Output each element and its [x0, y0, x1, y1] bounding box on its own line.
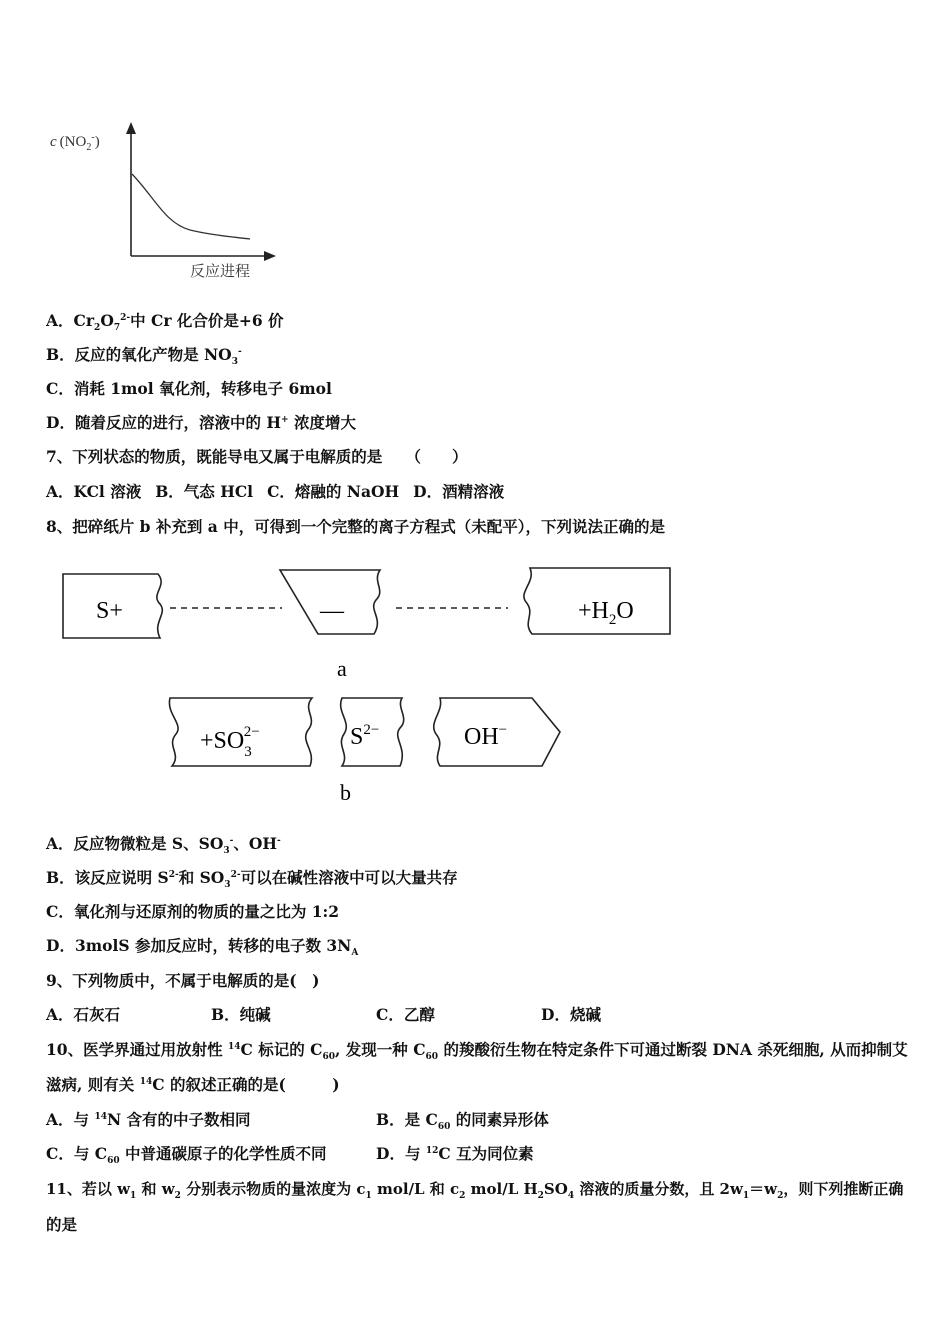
- graph-xlabel: 反应进程: [190, 264, 251, 280]
- q9-options: [46, 1005, 601, 1025]
- q7-options: [46, 482, 504, 502]
- q10-stem-line1: 10、医学界通过用放射性 $^{14}$C 标记的 $C_{60}$, 发现一种 $C_{60}$ 的羧酸衍生物在特定条件下可通过断裂 DNA 杀死细胞, 从而抑制艾: [46, 1040, 908, 1063]
- scrap-a-right-text: $+H_2O$: [578, 598, 634, 628]
- q9-option-d: D．烧碱: [541, 1005, 601, 1024]
- q6-option-d: D．随着反应的进行，溶液中的 H+ 浓度增大: [46, 413, 356, 432]
- q6-option-b: B．反应的氧化产物是 $NO_3^-$: [46, 345, 242, 368]
- scrap-a-left-text: S+: [96, 598, 123, 624]
- q7-option-d: D．酒精溶液: [413, 482, 505, 501]
- label-a: a: [337, 656, 347, 681]
- q10-option-a: A．与 $^{14}$N 含有的中子数相同: [46, 1110, 251, 1129]
- concentration-graph: [40, 118, 290, 288]
- q8-option-b: B．该反应说明 $S^{2-}$和 $SO_3^{2-}$可以在碱性溶液中可以大量共存: [46, 868, 458, 891]
- q6-option-a: A．$Cr_2O_7^{2-}$中 Cr 化合价是+6 价: [46, 311, 284, 334]
- q7-option-b: B．气态 HCl: [155, 482, 254, 501]
- q9-option-b: B．纯碱: [211, 1005, 271, 1024]
- q11-stem-line2: 的是: [46, 1215, 78, 1234]
- label-b: b: [340, 780, 351, 805]
- scrap-b-right-text: OH−: [464, 722, 508, 750]
- q7-option-a: A．KCl 溶液: [46, 482, 142, 501]
- q8-option-d: D．3molS 参加反应时，转移的电子数 $3N_A$: [46, 936, 359, 959]
- q11-stem-line1: 11、若以 $w_1$ 和 $w_2$ 分别表示物质的量浓度为 $c_1$ mol/L 和 $c_2$ mol/L $H_2SO_4$ 溶液的质量分数，且 $2w_1=w_2$，则下列推断正确: [46, 1180, 904, 1201]
- q10-option-b: B．是 $C_{60}$ 的同素异形体: [376, 1110, 549, 1133]
- q10-option-d: D．与 $^{12}$C 互为同位素: [376, 1144, 534, 1163]
- q10-option-c: C．与 $C_{60}$ 中普通碳原子的化学性质不同: [46, 1144, 327, 1167]
- scrap-a-middle-text: —: [320, 598, 344, 624]
- paper-scraps-figure: [50, 558, 690, 808]
- q7-stem: 7、下列状态的物质，既能导电又属于电解质的是 （ ）: [46, 447, 468, 466]
- q9-stem: 9、下列物质中，不属于电解质的是( ): [46, 971, 320, 990]
- q8-stem: 8、把碎纸片 b 补充到 a 中，可得到一个完整的离子方程式（未配平），下列说法正确的是: [46, 517, 666, 536]
- q9-option-a: A．石灰石: [46, 1005, 121, 1024]
- q8-option-c: C．氧化剂与还原剂的物质的量之比为 1:2: [46, 902, 340, 921]
- graph-ylabel: c $(NO_2^-)$: [50, 132, 100, 153]
- q9-option-c: C．乙醇: [376, 1005, 435, 1024]
- q7-option-c: C．熔融的 NaOH: [267, 482, 400, 501]
- scrap-b-middle-text: $S^{2-}$: [350, 722, 380, 750]
- concentration-curve: [132, 174, 250, 239]
- q10-stem-line2: 滋病, 则有关 $^{14}$C 的叙述正确的是( ): [46, 1075, 340, 1094]
- scrap-b-left-text: $+SO_32-$: [200, 724, 260, 760]
- q6-option-c: C．消耗 1mol 氧化剂，转移电子 6mol: [46, 379, 332, 398]
- q8-option-a: A．反应物微粒是 S、$SO_3^-$、OH-: [46, 834, 281, 857]
